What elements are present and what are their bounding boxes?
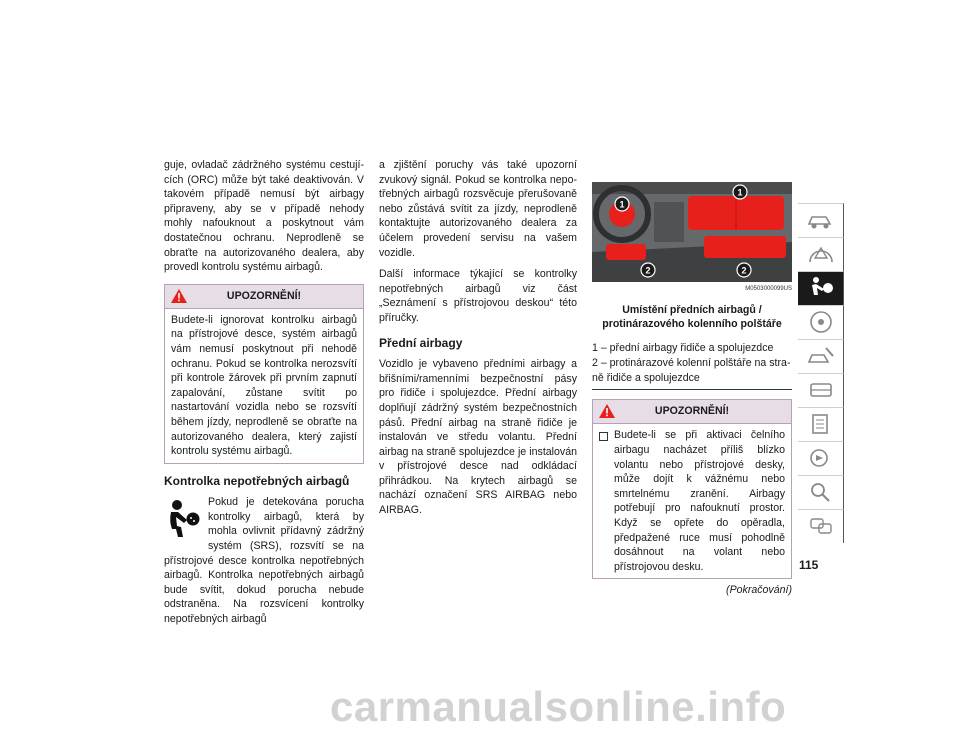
legend-item: 2 – protinárazové kolenní polštáře na straně řidiče a spolujezdce	[592, 357, 791, 384]
warning-header	[165, 285, 363, 309]
page-number: 115	[799, 558, 819, 572]
watermark: carmanualsonline.info	[330, 683, 787, 730]
specifications-icon	[806, 412, 836, 436]
warning-box	[592, 399, 792, 579]
tab-safety[interactable]	[798, 271, 844, 305]
warning-box	[164, 284, 364, 464]
warning-header	[593, 400, 791, 424]
paragraph: guje, ovladač zádržného systému cestujících (ORC) může být také deaktivován. V takovém případě nemusí být airbagy připraveny, aby se v případě nehody mohly nafouknout a poskytnout vám dostatečnou ochranu. Neprodleně se obraťte na autorizovaného dealera, aby provedl kontrolu systému airbagů.	[164, 159, 364, 274]
airbag-location-figure	[592, 182, 792, 282]
callout-label: 1	[619, 199, 625, 210]
warning-text: Budete-li ignorovat kontrolku airbagů na přístrojové desce, systém airbagů vám nemusí poskytnout při nehodě ochranu. Pokud se kontrolka nerozsvítí při kontrole žárovek při prvním zapnutí zapalování, zůstane svítit po nastartování vozidla nebo se rozsvítí během jízdy, neprodleně se obraťte na autorizovaného dealera, který zajistí kontrolu systému airbagů.	[171, 313, 357, 458]
text-column-3	[592, 182, 792, 598]
car-service-icon	[806, 378, 836, 402]
paragraph: Další informace týkající se kontrolky nepotřebných airbagů viz část „Seznámení s přístrojovou deskou“ této příručky.	[379, 268, 577, 324]
tab-multimedia[interactable]	[798, 441, 844, 475]
warning-body	[593, 424, 791, 578]
chapter-tabs	[798, 203, 844, 543]
warning-triangle-icon	[599, 404, 615, 418]
figure-id: M0503000099US	[745, 286, 792, 292]
languages-icon	[806, 514, 836, 538]
bullet-text: Budete-li se při aktivaci čelního airbagu nacházet příliš blízko volantu nebo přístrojové desky, může dojít k vážnému nebo smrtelnému zranění. Airbagy potřebují pro nafouknutí prostor. Když se opřete do opěradla, předpažené ruce musí pohodlně dosáhnout na volant nebo přístrojovou desku.	[614, 429, 785, 573]
search-index-icon	[806, 480, 836, 504]
paragraph: a zjištění poruchy vás také upozorní zvukový signál. Pokud se kontrolka nepotřebných airbagů rozsvěcuje přerušovaně nebo zůstává svítit za jízdy, neprodleně kontaktujte autorizovaného dealera za účelem provedení servisu na vašem vozidle.	[379, 159, 577, 259]
multimedia-icon	[806, 446, 836, 470]
airbag-warning-lamp-icon	[166, 499, 200, 539]
text-column-2	[379, 158, 577, 525]
bullet-square-icon	[599, 432, 608, 441]
continued-note: (Pokračování)	[726, 584, 792, 597]
warning-title: UPOZORNĚNÍ!	[226, 289, 302, 302]
tab-languages[interactable]	[798, 509, 844, 543]
tab-dashboard[interactable]	[798, 237, 844, 271]
car-tools-icon	[806, 344, 836, 368]
callout-label: 2	[645, 265, 651, 276]
tab-service[interactable]	[798, 373, 844, 407]
airbag-lamp-block	[164, 495, 364, 626]
dashboard-warning-icon	[806, 242, 836, 266]
warning-title: UPOZORNĚNÍ!	[654, 405, 730, 418]
section-heading: Kontrolka nepotřebných airbagů	[164, 473, 350, 488]
callout-label: 2	[741, 265, 747, 276]
callout-label: 1	[737, 187, 743, 198]
paragraph: Pokud je detekována porucha kontrolky airbagů, která by mohla ovlivnit přídavný zádržný systém (SRS), rozsvítí se na přístrojové desce kontrolka nepotřebných airbagů. Kontrolka nepotřebných airbagů bude svítit, dokud porucha nebude odstraněna. Na rozsvícení kontrolky nepotřebných airbagů	[164, 496, 364, 626]
tab-index[interactable]	[798, 475, 844, 509]
car-info-icon	[806, 208, 836, 232]
tab-emergency[interactable]	[798, 339, 844, 373]
figure-caption: Umístění předních airbagů / protinárazového kolenního polštáře	[602, 303, 782, 330]
dashboard-illustration	[592, 182, 792, 282]
warning-body	[165, 309, 363, 463]
bullet-item	[599, 428, 785, 574]
section-heading: Přední airbagy	[379, 335, 463, 350]
legend-item: 1 – přední airbagy řidiče a spolujezdce	[592, 341, 774, 354]
tab-vehicle-info[interactable]	[798, 203, 844, 237]
steering-wheel-icon	[806, 310, 836, 334]
warning-triangle-icon	[171, 289, 187, 303]
figure-legend	[592, 341, 792, 391]
paragraph: Vozidlo je vybaveno předními airbagy a břišními/ramenními bezpečnostní pásy pro řidiče i spolujezdce. Přední airbagy doplňují zádržný systém bezpečnostních pásů. Přední airbag na straně řidiče je instalován ve středu volantu. Přední airbag na straně spolujezdce je instalován v přístrojové desce nad odkládací přihrádkou. Na krytech airbagů se nachází označení SRS AIRBAG nebo AIRBAG.	[379, 358, 577, 517]
tab-specifications[interactable]	[798, 407, 844, 441]
airbag-safety-icon	[806, 276, 836, 300]
tab-driving[interactable]	[798, 305, 844, 339]
text-column-1	[164, 158, 364, 634]
